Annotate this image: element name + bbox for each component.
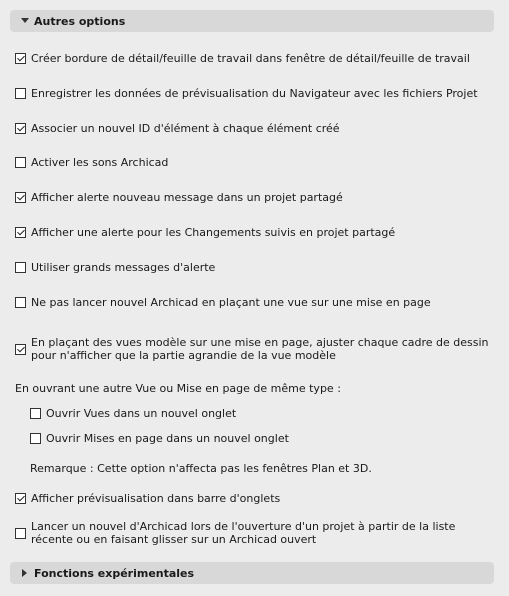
checkbox-label: Ne pas lancer nouvel Archicad en plaçant une vue sur une mise en page bbox=[31, 296, 431, 309]
checkbox[interactable] bbox=[15, 262, 26, 273]
option-row-creer-bordure[interactable] bbox=[15, 52, 470, 65]
option-row-lancer-nouvel[interactable] bbox=[15, 520, 495, 546]
checkbox[interactable] bbox=[30, 408, 41, 419]
checkbox-label: Ouvrir Mises en page dans un nouvel onglet bbox=[46, 432, 289, 445]
checkbox-label: Créer bordure de détail/feuille de travail dans fenêtre de détail/feuille de travail bbox=[31, 52, 470, 65]
checkbox-label: Associer un nouvel ID d'élément à chaque élément créé bbox=[31, 122, 340, 135]
checkbox-label: Afficher prévisualisation dans barre d'onglets bbox=[31, 492, 281, 505]
checkbox[interactable] bbox=[30, 433, 41, 444]
checkbox[interactable] bbox=[15, 528, 26, 539]
section-title: Fonctions expérimentales bbox=[34, 566, 195, 580]
checkbox-label: En plaçant des vues modèle sur une mise en page, ajuster chaque cadre de dessin pour n'afficher que la partie agrandie de la vue modèle bbox=[31, 336, 489, 362]
checkbox[interactable] bbox=[15, 227, 26, 238]
option-row-associer-id[interactable] bbox=[15, 122, 340, 135]
option-row-ouvrir-mises-en-page[interactable] bbox=[30, 432, 289, 445]
option-row-ouvrir-vues[interactable] bbox=[30, 407, 236, 420]
section-title: Autres options bbox=[34, 14, 126, 28]
section-header-autres-options[interactable] bbox=[10, 10, 494, 32]
option-row-enregistrer-previsualisation[interactable] bbox=[15, 87, 478, 100]
checkbox-label: Activer les sons Archicad bbox=[31, 156, 169, 169]
checkbox[interactable] bbox=[15, 344, 26, 355]
checkbox-label: Enregistrer les données de prévisualisation du Navigateur avec les fichiers Projet bbox=[31, 87, 478, 100]
checkbox[interactable] bbox=[15, 123, 26, 134]
checkbox-label: Lancer un nouvel d'Archicad lors de l'ouverture d'un projet à partir de la liste récente ou en faisant glisser sur un Archicad ouvert bbox=[31, 520, 456, 546]
checkbox-label: Afficher une alerte pour les Changements suivis en projet partagé bbox=[31, 226, 396, 239]
triangle-right-icon bbox=[18, 569, 32, 577]
section-header-fonctions-experimentales[interactable] bbox=[10, 562, 494, 584]
option-row-ne-pas-lancer[interactable] bbox=[15, 296, 431, 309]
option-row-alerte-changements[interactable] bbox=[15, 226, 395, 239]
checkbox-label: Utiliser grands messages d'alerte bbox=[31, 261, 216, 274]
group-note: Remarque : Cette option n'affecta pas les fenêtres Plan et 3D. bbox=[30, 462, 372, 475]
option-row-previsualisation-onglets[interactable] bbox=[15, 492, 280, 505]
option-row-ajuster-cadre[interactable] bbox=[15, 336, 495, 362]
checkbox[interactable] bbox=[15, 297, 26, 308]
checkbox[interactable] bbox=[15, 157, 26, 168]
checkbox[interactable] bbox=[15, 493, 26, 504]
group-heading: En ouvrant une autre Vue ou Mise en page de même type : bbox=[15, 382, 341, 395]
checkbox[interactable] bbox=[15, 192, 26, 203]
option-row-activer-sons[interactable] bbox=[15, 156, 168, 169]
option-row-alerte-message[interactable] bbox=[15, 191, 343, 204]
checkbox-label: Ouvrir Vues dans un nouvel onglet bbox=[46, 407, 237, 420]
checkbox[interactable] bbox=[15, 53, 26, 64]
triangle-down-icon bbox=[18, 18, 32, 24]
checkbox[interactable] bbox=[15, 88, 26, 99]
option-row-grands-messages[interactable] bbox=[15, 261, 215, 274]
checkbox-label: Afficher alerte nouveau message dans un projet partagé bbox=[31, 191, 343, 204]
